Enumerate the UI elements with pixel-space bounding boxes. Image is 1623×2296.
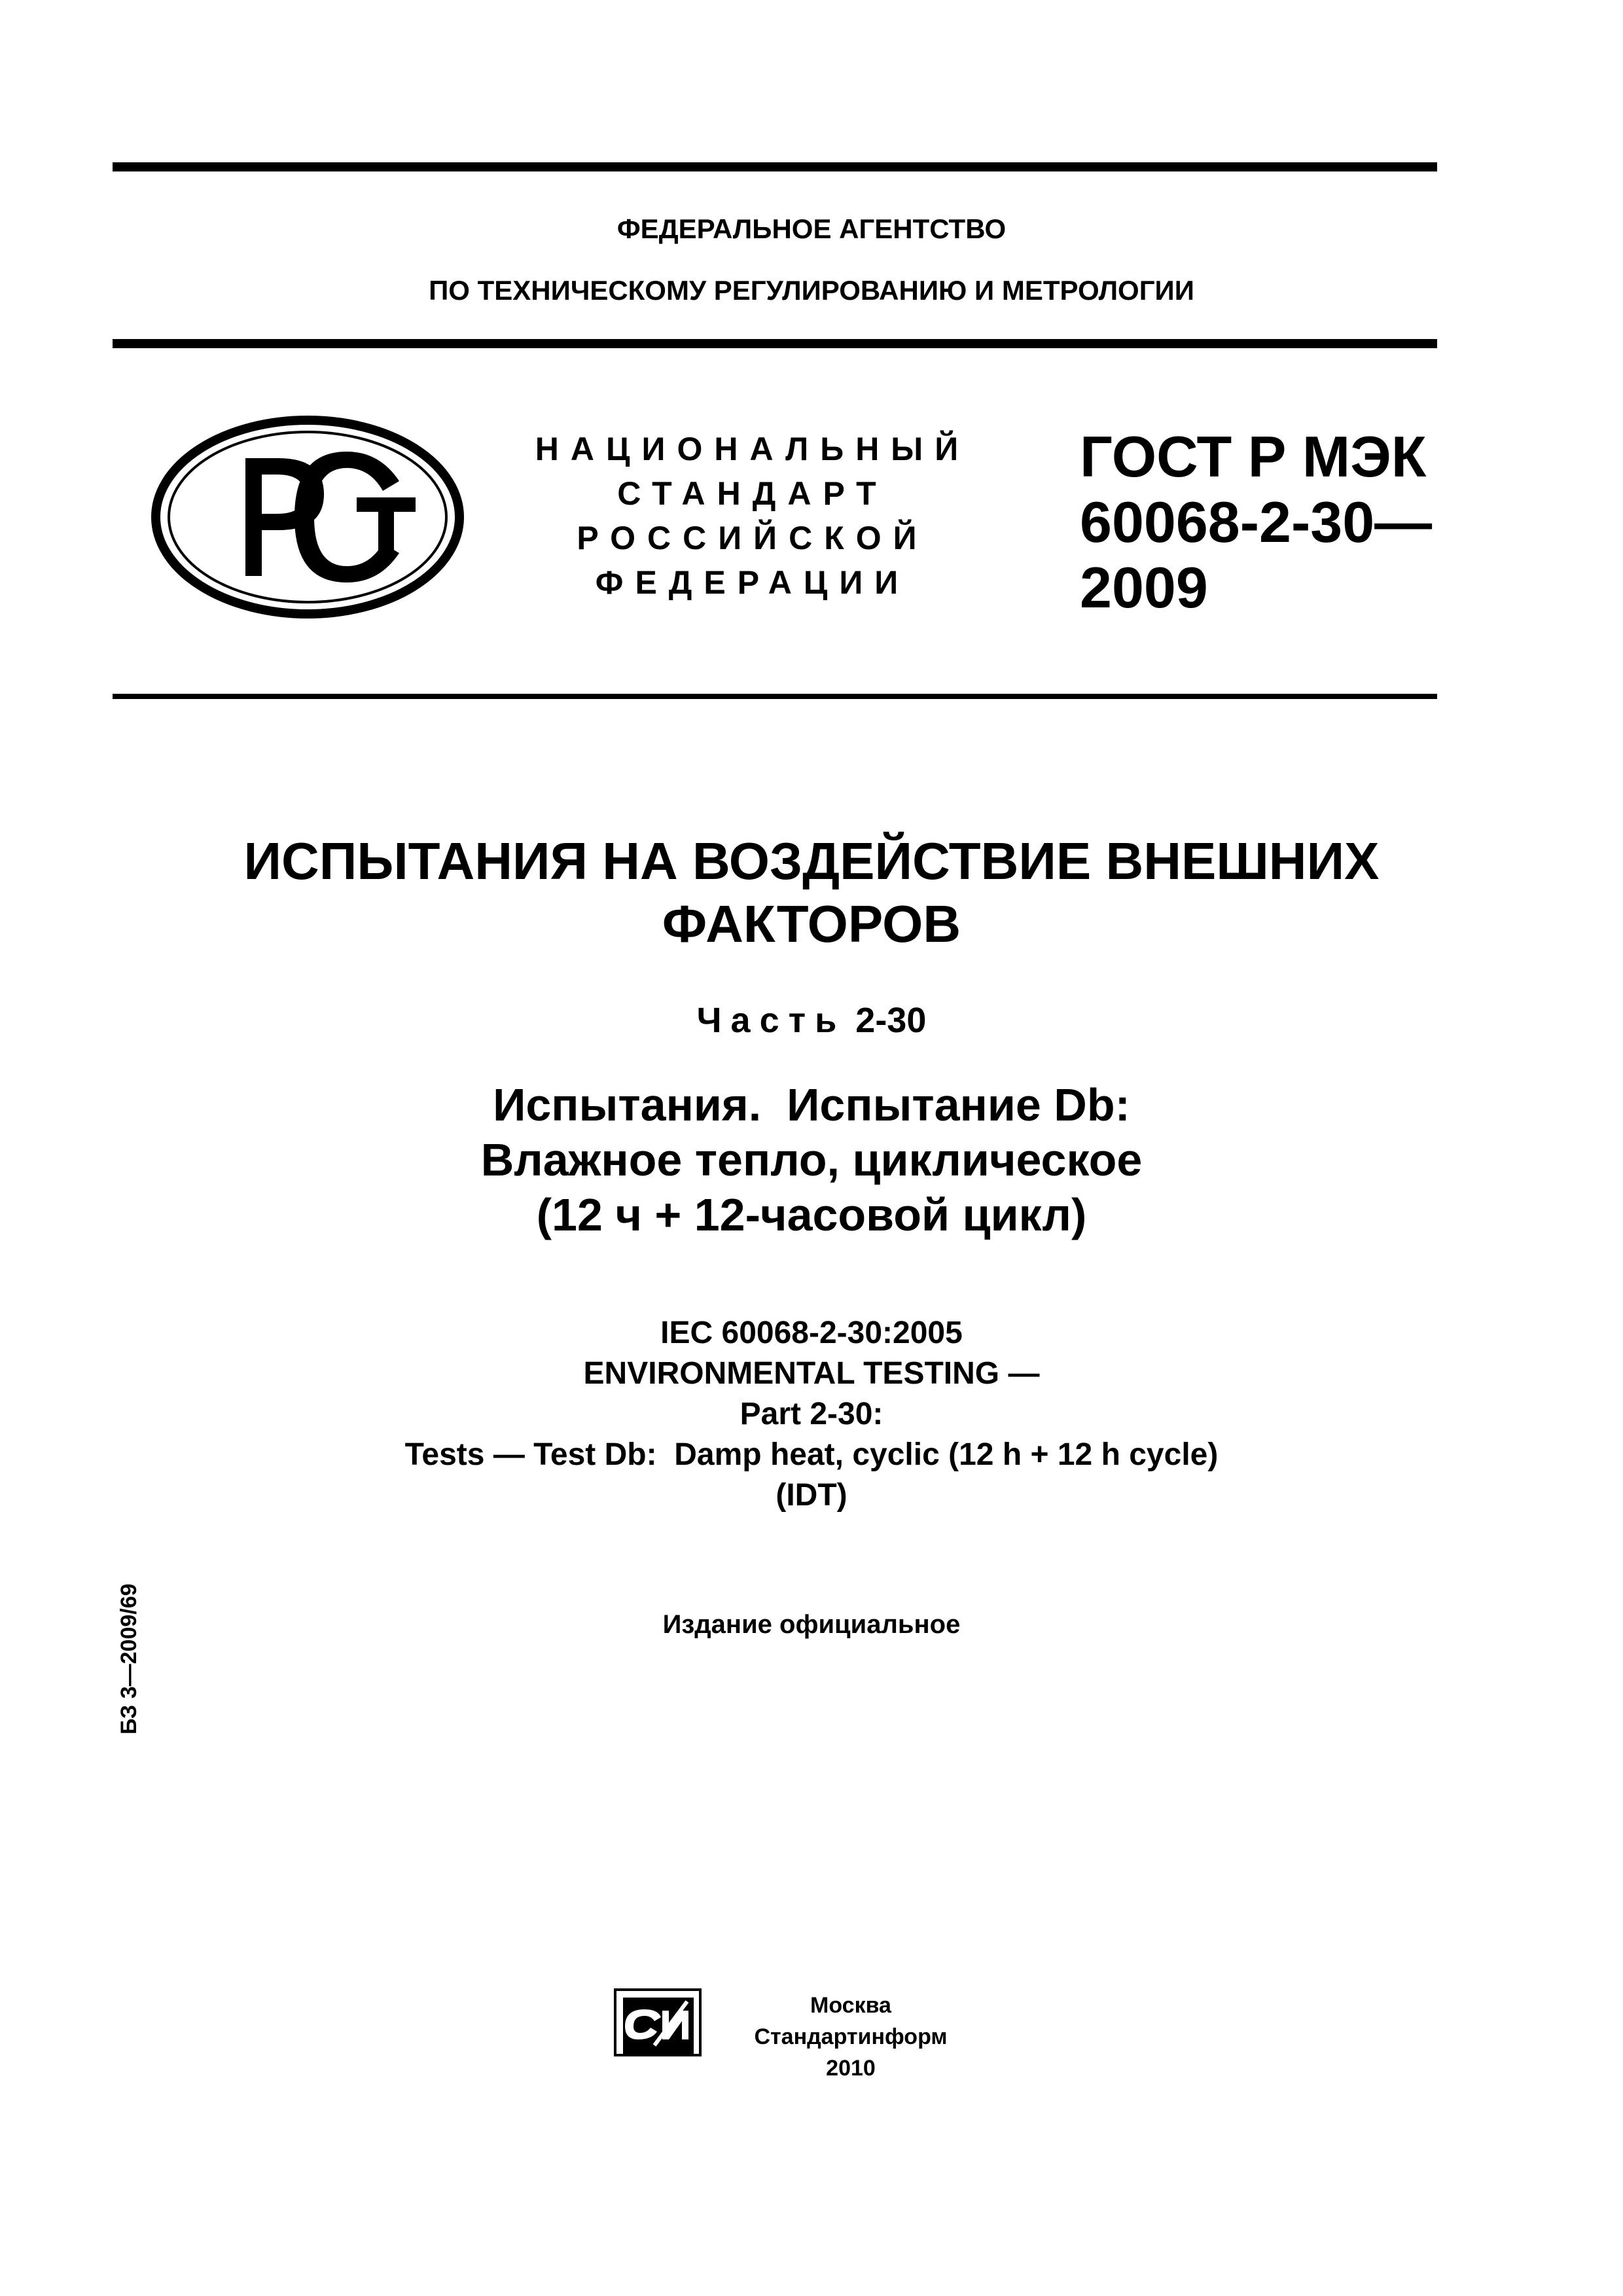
publisher-block (720, 1990, 982, 2084)
part-number: 2-30 (855, 1001, 927, 1040)
subtitle-line-1: Испытания. Испытание Db: (493, 1079, 1130, 1130)
logo-rule (113, 694, 1437, 699)
part-label (0, 1000, 1623, 1041)
side-code: БЗ 3—2009/69 (116, 1583, 141, 1734)
main-title-line-2: ФАКТОРОВ (662, 895, 961, 953)
iec-line-5: (IDT) (776, 1478, 847, 1513)
standard-type-line-2: СТАНДАРТ (617, 475, 888, 512)
subtitle-line-2: Влажное тепло, циклическое (480, 1134, 1143, 1185)
iec-line-2: ENVIRONMENTAL TESTING — (583, 1356, 1040, 1391)
iec-reference (0, 1313, 1623, 1516)
standard-designation (1080, 424, 1472, 620)
part-word: Часть (696, 1001, 846, 1040)
subtitle-line-3: (12 ч + 12-часовой цикл) (536, 1189, 1087, 1240)
iec-line-1: IEC 60068-2-30:2005 (660, 1316, 963, 1350)
designation-line-3: 2009 (1080, 555, 1208, 620)
edition-label: Издание официальное (662, 1610, 961, 1639)
iec-line-4: Tests — Test Db: Damp heat, cyclic (12 h + 12 h cycle) (404, 1437, 1219, 1472)
agency-line-2: ПО ТЕХНИЧЕСКОМУ РЕГУЛИРОВАНИЮ И МЕТРОЛОГИИ (429, 275, 1194, 306)
publisher-name: Стандартинформ (754, 2024, 948, 2049)
designation-line-2: 60068-2-30— (1080, 490, 1433, 554)
standard-type (524, 427, 982, 605)
standartinform-logo-icon (609, 1983, 707, 2058)
main-title-line-1: ИСПЫТАНИЯ НА ВОЗДЕЙСТВИЕ ВНЕШНИХ (243, 832, 1380, 890)
publisher-city: Москва (810, 1993, 891, 2018)
standard-type-line-3: РОССИЙСКОЙ (577, 520, 929, 556)
iec-line-3: Part 2-30: (740, 1397, 883, 1431)
header-rule (113, 339, 1437, 348)
agency-line-1: ФЕДЕРАЛЬНОЕ АГЕНТСТВО (616, 213, 1007, 244)
standard-type-line-1: НАЦИОНАЛЬНЫЙ (535, 431, 971, 467)
standard-type-line-4: ФЕДЕРАЦИИ (595, 564, 910, 601)
subtitle (0, 1077, 1623, 1242)
rst-emblem-icon (147, 412, 468, 622)
publisher-year: 2010 (826, 2056, 876, 2081)
top-rule (113, 162, 1437, 171)
designation-line-1: ГОСТ Р МЭК (1080, 424, 1427, 489)
main-title (0, 830, 1623, 956)
